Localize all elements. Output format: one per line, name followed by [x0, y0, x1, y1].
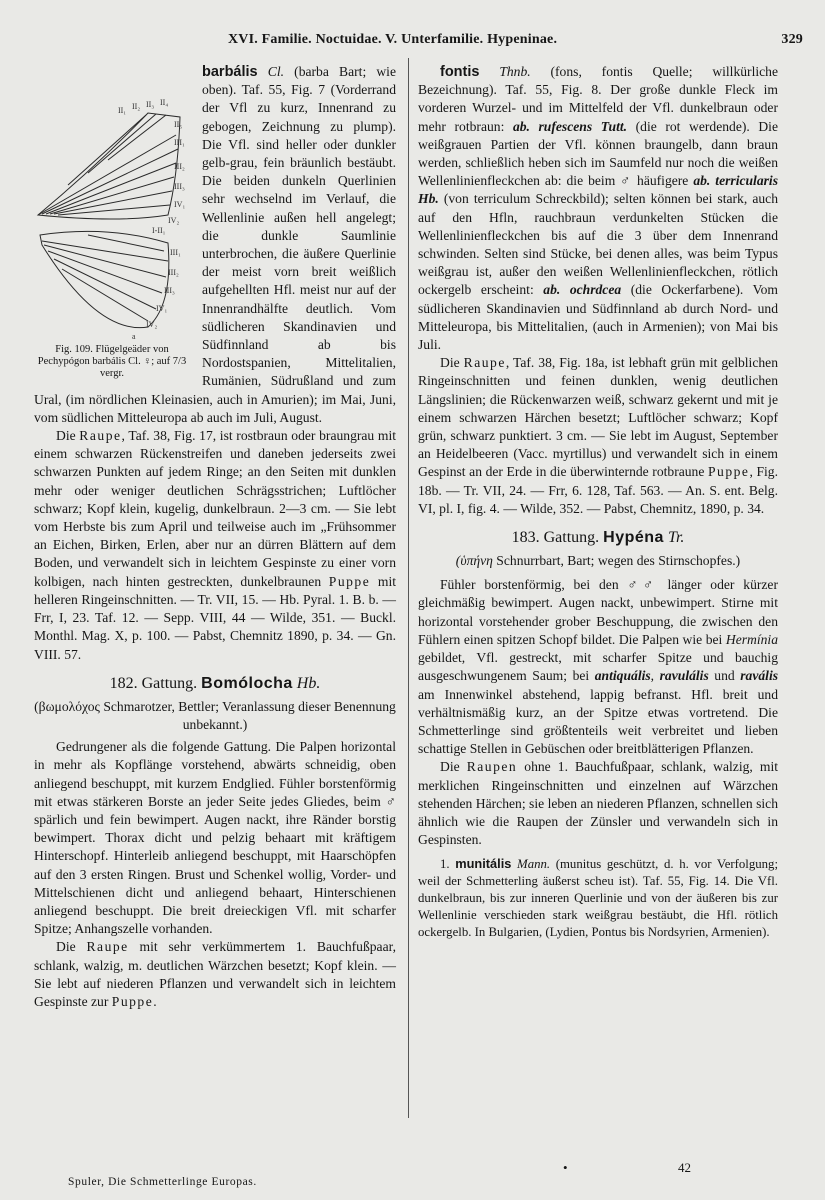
fontis-larva-paragraph: [418, 354, 778, 518]
aberration-name: ab. ochrdcea: [543, 282, 622, 298]
text-run: und: [708, 668, 741, 684]
vein-label: IV₂: [168, 216, 180, 225]
vein-label: III₂: [174, 162, 185, 171]
species-reference: ravális: [740, 668, 779, 684]
text-run: (die rot werdende). Die weißgrauen Partien der Vfl. können braungelb, dann braun werden, schließlich heben sich im Saumfeld nur noch die weißen Wellenlinienfleckchen ab: die beim ♂ häufigere: [418, 118, 778, 189]
right-column: [418, 63, 778, 941]
genus-name: Hypéna: [603, 529, 664, 547]
text-run: , Taf. 38, Fig. 17, ist rostbraun oder braungrau mit einem schwarzen Rückenstreifen und daneben jederseits zwei schwarzen Punkten auf jedem Ringe; an den Seiten mit dunklen mehr oder weniger deutlichen Schrägsstrichen; Luftlöcher schwarz; Kopf klein, kugelig, dunkelbraun. 2—3 cm. — Sie lebt vom Herbste bis zum April und teilweise auch im „Frühsommer an Eichen, Birken, Erlen, aber nur an dürren Blättern auf dem Boden, und verwandelt sich in leichtem Gespinste zu einer vorn kolbigen, nach hinten gestreckten, dunkelbraunen: [34, 428, 397, 589]
genus-larva-paragraph: [34, 938, 396, 1011]
text-run: Die: [56, 428, 80, 444]
term-raupe: Raupe: [463, 355, 506, 371]
genus-etymology: (βωμολόχος Schmarotzer, Bettler; Veranlassung dieser Benennung unbekannt.): [34, 698, 396, 732]
text-run: , Fig. 18b. — Tr. VII, 24. — Frr, 6. 128, Taf. 563. — An. S. ent. Belg. VI, pl. I, fig. 4. — Wilde, 352. — Pabst, Chemnitz, 1890, p. 34.: [418, 464, 778, 516]
term-raupen: Raupen: [466, 759, 518, 775]
vein-label: IV₁: [174, 200, 186, 209]
text-run: am Innenwinkel abstehend, lappig befranst. Hfl. breit und verhältnismäßig kurz, an der Spitze etwas vortretend. Die Schmetterlinge sind größtenteils weit verbreitet und lieben schattige Stellen in Gebüschen oder breitblätterigen Pflanzen.: [418, 686, 778, 757]
aberration-name: ab. terricularis Hb.: [418, 173, 778, 207]
vein-label: III₂: [168, 268, 179, 277]
author-barbalis: Cl.: [267, 64, 285, 79]
text-run: (fons, fontis Quelle; willkürliche Bezeichnung). Taf. 55, Fig. 8. Der große dunkle Fleck im vorderen Wurzel- und im Mittelfeld der Vfl. dunkelbraun oder mehr rotbraun:: [418, 64, 779, 134]
text-run: mit helleren Ringeinschnitten. — Tr. VII, 15. — Hb. Pyral. 1. B. b. — Frr, I, 23. Taf. 12. — Sepp. VIII, 44 — Wilde, 351. — Buckl. Monthl. Mag. X, p. 100. — Pabst, Chemnitz 1890, p. 34. — Gn. VIII. 57.: [34, 573, 396, 662]
running-title: XVI. Familie. Noctuidae. V. Unterfamilie. Hypeninae.: [228, 32, 558, 47]
species-reference: antiquális: [594, 668, 651, 684]
column-divider: [408, 58, 409, 1118]
genus-larva-paragraph: [418, 758, 778, 849]
text-run: Schnurrbart, Bart; wegen des Stirnschopfes.): [492, 553, 741, 569]
text-run: Die: [440, 759, 467, 775]
greek-word: (ὑπήνη: [455, 553, 493, 569]
genus-number: 182. Gattung.: [109, 674, 198, 692]
vein-label: II₁: [118, 106, 127, 115]
text-run: (munitus geschützt, d. h. vor Verfolgung; weil der Schmetterling äußerst scheu ist). Taf. 55, Fig. 14. Die Vfl. dunkelbraun, bis zur inneren Querlinie und von der äußeren bis zur Wellenlinie verschieden stark weißgrau bestäubt, die Hfl. rötlich ockergelb. In Bulgarien, (Lydien, Pontus bis Nordsyrien, Armenien).: [418, 857, 778, 940]
term-raupe: Raupe: [79, 428, 122, 444]
vein-label: I-II₁: [152, 226, 166, 235]
text-run: ,: [650, 668, 660, 684]
term-puppe: Puppe: [111, 993, 154, 1009]
vein-label: III₃: [174, 182, 185, 191]
running-header: [0, 30, 825, 54]
barbalis-larva-paragraph: [34, 427, 396, 664]
author-fontis: Thnb.: [499, 64, 531, 79]
text-run: gebildet, Vfl. gestreckt, mit scharfer Spitze und bauchig ausgeschwungenem Saum; bei: [418, 650, 778, 684]
text-run: mit sehr verkümmertem 1. Bauchfußpaar, schlank, walzig, m. deutlichen Wärzchen besetzt; Kopf klein. — Sie lebt auf niederen Pflanzen und verwandelt sich in leichtem Gespinste zur: [34, 939, 396, 1009]
term-puppe: Puppe: [707, 464, 750, 480]
genus-number: 183. Gattung.: [511, 529, 600, 547]
genus-reference: Hermínia: [725, 631, 778, 647]
genus-author: Hb.: [296, 674, 321, 692]
term-puppe: Puppe: [328, 573, 371, 589]
vein-label: III₃: [164, 286, 175, 295]
species-name-barbalis: barbális: [202, 64, 258, 80]
aberration-name: ab. rufescens Tutt.: [512, 118, 628, 134]
text-run: ohne 1. Bauchfußpaar, schlank, walzig, mit merklichen Ringeinschnitten und einzelnen auf Wärzchen stehenden Härchen; sie leben an niederen Pflanzen, schnellen sich ähnlich wie die Raupen der Zünsler und verwandeln sich in Gespinsten.: [418, 759, 778, 848]
barbalis-description: (barba Bart; wie oben). Taf. 55, Fig. 7 (Vorderrand der Vfl zu kurz, Innenrand zu gebogen, Zeichnung zu plump). Die Vfl. sind heller oder dunkler gelb-grau, fein bräunlich bestäubt. Die beiden dunkeln Querlinien sehr wechselnd im Verlauf, die Wellenlinie außen hell angelegt; die dunkle Saumlinie unterbrochen, die äußere Querlinie der meist vorn breit weißlich aufgehellten Hfl. meist nur auf der Innenrandhälfte deutlich. Vom südlicheren Skandinavien und Südfinnland ab bis Nordostspanien, Mittelitalien, Rumänien, Südrußland und zum Ural, (im nördlichen Kleinasien, auch in Amurien); im Mai, Juni, vom südlichen Mitteleuropa ab auch im Juli, August.: [34, 64, 396, 425]
vein-label: II₂: [132, 102, 141, 111]
vein-label: III₁: [170, 248, 181, 257]
text-run: (die Ockerfarbene). Vom südlicheren Skandinavien und Südfinnland ab durch Nord- und Mitteleuropa, bis Mittelitalien, (auch in Armenien); von Mai bis Juli.: [418, 282, 779, 353]
genus-description: Gedrungener als die folgende Gattung. Die Palpen horizontal in mehr als Kopflänge vorstehend, abwärts schneidig, oben anliegend beschuppt, mit kurzem Endglied. Fühler borstenförmig mit etwas stärkeren Borste an jeder Seite jedes Gliedes, beim ♂ spärlich und fein bewimpert. Augen nackt, ihre Ränder borstig bewimpert. Thorax dicht und pelzig behaart mit kräftigem Hinterschopf. Hinterleib anliegend beschuppt, mit Haarschöpfen auf den 3 ersten Ringen. Brust und Schenkel wollig, Vorder- und Mittelschienen dicht und anliegend behaart, Hinterschienen anliegend beschuppt. Die breit dreieckigen Vfl. mit scharfer Spitze; Anhangszelle vorhanden.: [34, 739, 396, 937]
footer-dot: •: [563, 1160, 568, 1175]
vein-label: II₃: [146, 100, 155, 109]
page-number: 329: [781, 32, 803, 47]
genus-name: Bomólocha: [201, 674, 293, 692]
genus-author: Tr.: [667, 529, 685, 547]
genus-heading-182: [34, 674, 396, 694]
genus-heading-183: [418, 528, 778, 548]
species-reference: ravulális: [659, 668, 709, 684]
vein-label: II₅: [174, 120, 183, 129]
term-raupe: Raupe: [86, 939, 129, 955]
munitalis-entry: [418, 855, 778, 941]
vein-label: IV₂: [146, 320, 158, 329]
signature-mark: 42: [678, 1160, 691, 1175]
genus-description: [418, 576, 778, 758]
wing-venation-figure: [28, 65, 194, 383]
barbalis-entry: [34, 63, 396, 427]
text-run: Die: [56, 939, 87, 955]
text-run: Die: [440, 355, 464, 371]
footer-book-title: Spuler, Die Schmetterlinge Europas.: [68, 1176, 257, 1188]
author-munitalis: Mann.: [517, 857, 551, 872]
text-run: , Taf. 38, Fig. 18a, ist lebhaft grün mit gelblichen Ringeinschnitten und feinen dunklen, wenig deutlichen Längslinien; die Rückenwarzen weiß, schwarz gekernt und mit je einem schwarzen Härchen besetzt; Luftlöcher schwarz; Kopf grün, schwarz punktiert. 3 cm. — Sie lebt im August, September an Heidelbeeren (Vacc. myrtillus) und verwandelt sich in einem Gespinst an der Erde in die überwinternde rotbraune: [418, 355, 778, 480]
vein-label: III₁: [174, 138, 185, 147]
text-run: Fühler borstenförmig, bei den ♂♂ länger oder kürzer gleichmäßig bewimpert. Augen nackt, unbewimpert. Stirne mit horizontal vorstehender grober Beschuppung, die zwischen den Fühlern einen spitzen Schopf bildet. Die Palpen wie bei: [418, 577, 778, 647]
species-name-fontis: fontis: [440, 64, 480, 80]
fontis-entry: [418, 63, 778, 354]
text-run: .: [153, 993, 157, 1009]
vein-label: II₄: [160, 98, 169, 107]
species-number: 1.: [440, 857, 456, 872]
figure-caption: Fig. 109. Flügelgeäder von Pechypógon barbális Cl. ♀; auf 7/3 vergr.: [37, 344, 187, 379]
wing-venation-drawing: [28, 65, 194, 345]
vein-label: a: [132, 332, 136, 341]
vein-label: IV₁: [156, 304, 168, 313]
text-run: (von terriculum Schreckbild); selten können bei stark, auch auf den Hfln, rauchbraun verdunkelten Stücken die Wellenlinienfleckchen bis auf die 3 über dem Innenrand schwinden. Selten sind Stücke, bei denen alles, was beim Typus weißgrau ist, außer den weißen Wellenlinienfleckchen, rötlich ockergelb erscheint:: [418, 191, 778, 298]
left-column: [34, 63, 396, 1011]
genus-etymology: [418, 552, 778, 570]
species-name-munitalis: munitális: [455, 856, 512, 872]
